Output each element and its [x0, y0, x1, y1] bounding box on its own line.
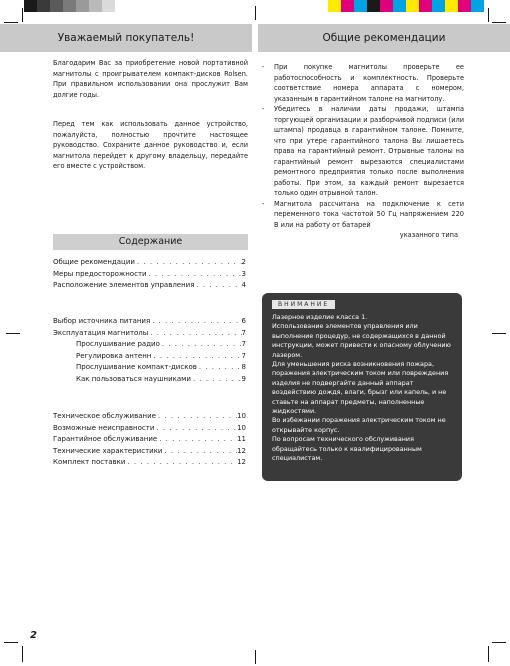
toc-title: Содержание — [53, 234, 248, 250]
toc-leader-dots — [148, 328, 241, 338]
toc-entry — [53, 269, 246, 279]
toc-entry — [76, 374, 246, 384]
toc-entry-page: 12 — [237, 458, 246, 466]
toc-leader-dots — [157, 434, 237, 444]
toc-entry-label: Регулировка антенн — [76, 351, 152, 360]
color-swatch — [432, 0, 445, 12]
crop-mark-top-right-h — [492, 22, 506, 23]
color-swatch — [328, 0, 341, 12]
crop-mark-top-center — [255, 6, 256, 20]
toc-entry-page: 11 — [237, 435, 246, 443]
toc-entry — [53, 423, 246, 433]
crop-mark-top-left — [22, 8, 23, 22]
toc-entry-label: Как пользоваться наушниками — [76, 374, 191, 383]
toc-entry-page: 10 — [237, 423, 246, 432]
bullet-text: Убедитесь в наличии даты продажи, штампа торгующей организации и разборчивой подписи (или штампа) продавца в гарантийном талоне. Помните, что при утере гарантийного талона Вы лишаетесь права на гарантийный ремонт. Отрывные талоны на гарантийный ремонт вырезаются специалистами ремонтного предприятия только после выполнения работы. При этом, за каждый ремонт вырезается только один отрывной талон. — [274, 105, 464, 197]
toc-entry-page: 12 — [237, 446, 246, 455]
crop-mark-bottom-left — [22, 646, 23, 662]
warning-line: Для уменьшения риска возникновения пожара, поражения электрическим током или повреждения изделия не подвергайте данный аппарат воздействию дождя, влаги, брызг или капель, и не ставьте на аппарат предметы, наполненные жидкостями. — [272, 360, 449, 416]
left-header: Уважаемый покупатель! — [0, 24, 252, 52]
color-swatch — [50, 0, 63, 12]
color-swatch — [76, 0, 89, 12]
toc-leader-dots — [194, 280, 241, 290]
toc-entry-page: 6 — [241, 317, 246, 325]
toc-entry-page: 3 — [241, 269, 246, 278]
crop-mark-bottom-center — [255, 650, 256, 664]
toc-leader-dots — [154, 423, 237, 433]
toc-entry-label: Общие рекомендации — [53, 258, 135, 266]
toc-entry — [53, 328, 246, 338]
crop-mark-bottom-right — [488, 646, 489, 662]
color-swatch — [471, 0, 484, 12]
toc-leader-dots — [162, 446, 237, 456]
color-swatch — [419, 0, 432, 12]
warning-line: По вопросам технического обслуживания обращайтесь только к квалифицированным специалистам. — [272, 435, 422, 463]
toc-entry — [53, 316, 246, 326]
toc-entry-label: Комплект поставки — [53, 458, 126, 466]
toc-entry — [53, 457, 246, 467]
crop-mark-top-left-h — [4, 22, 18, 23]
toc-entry — [76, 351, 246, 361]
bullet-mark: - — [262, 199, 265, 208]
crop-mark-mid-right — [492, 333, 506, 334]
toc-leader-dots — [160, 339, 242, 349]
color-swatch — [102, 0, 115, 12]
toc-entry — [53, 411, 246, 421]
toc-entry-label: Расположение элементов управления — [53, 281, 195, 289]
toc-leader-dots — [156, 411, 237, 421]
toc-entry-label: Возможные неисправности — [53, 423, 155, 432]
toc-leader-dots — [125, 457, 237, 467]
color-swatch — [380, 0, 393, 12]
toc-entry-label: Меры предосторожности — [53, 269, 147, 278]
color-swatch — [406, 0, 419, 12]
color-swatch — [63, 0, 76, 12]
toc-entry-page: 4 — [241, 281, 246, 289]
toc-entry-page: 9 — [241, 374, 246, 383]
warning-box — [262, 293, 462, 481]
bullet-mark: - — [262, 105, 265, 113]
list-item — [262, 62, 464, 104]
toc-entry-label: Техническое обслуживание — [53, 412, 156, 420]
intro-paragraph-2: Перед тем как использовать данное устройство, пожалуйста, полностью прочтите настоящее руководство. Сохраните данное руководство и, если магнитола перейдет к другому владельцу, передайте его вместе с устройством. — [53, 120, 248, 171]
toc-leader-dots — [151, 351, 241, 361]
color-swatch — [445, 0, 458, 12]
warning-line: Лазерное изделие класса 1. — [272, 313, 368, 321]
list-item — [262, 199, 464, 231]
toc-entry — [76, 362, 246, 372]
toc-entry — [53, 434, 246, 444]
list-item — [262, 104, 464, 199]
toc-entry-label: Прослушивание радио — [76, 340, 160, 348]
color-swatch — [89, 0, 102, 12]
toc-leader-dots — [135, 257, 242, 267]
crop-mark-mid-left — [6, 333, 20, 334]
toc-leader-dots — [197, 362, 242, 372]
warning-label: ВНИМАНИЕ — [272, 300, 335, 309]
toc-entry — [53, 257, 246, 267]
toc-entry-page: 7 — [241, 351, 246, 360]
intro-paragraph-1: Благодарим Вас за приобретение новой портативной магнитолы с проигрывателем компакт-дисков Rolsen. При правильном использовании она прослужит Вам долгие годы. — [53, 59, 248, 99]
crop-mark-top-right — [488, 8, 489, 22]
toc-leader-dots — [150, 316, 241, 326]
toc-entry-page: 2 — [241, 258, 246, 266]
toc-entry-page: 8 — [241, 363, 246, 371]
toc-leader-dots — [191, 374, 242, 384]
toc-entry-label: Прослушивание компакт-дисков — [76, 363, 197, 371]
toc-entry-label: Гарантийное обслуживание — [53, 435, 158, 443]
toc-leader-dots — [147, 269, 242, 279]
bullet-tail: указанного типа — [399, 231, 458, 239]
toc-entry — [53, 446, 246, 456]
crop-mark-bottom-right-h — [492, 642, 506, 643]
bullet-text: При покупке магнитолы проверьте ее работоспособность и комплектность. Проверьте соответствие номера аппарата с номером, указанным в гарантийном талоне на магнитолу. — [274, 63, 464, 103]
color-swatch — [341, 0, 354, 12]
toc-entry — [53, 280, 246, 290]
warning-line: Во избежании поражения электрическим током не открывайте корпус. — [272, 416, 446, 434]
toc-entry-label: Эксплуатация магнитолы — [53, 328, 149, 337]
toc-entry-page: 7 — [241, 340, 246, 348]
toc-entry-label: Выбор источника питания — [53, 317, 151, 325]
page-number: 2 — [30, 630, 37, 641]
toc-entry-page: 10 — [237, 412, 246, 420]
toc-entry-label: Технические характеристики — [53, 446, 163, 455]
bullet-mark: - — [262, 63, 265, 71]
color-swatch — [24, 0, 37, 12]
bullet-text: Магнитола рассчитана на подключение к сети переменного тока частотой 50 Гц напряжением 220 В или на работу от батарей — [274, 199, 464, 229]
toc-entry-page: 7 — [241, 328, 246, 337]
color-swatch — [367, 0, 380, 12]
color-swatch — [354, 0, 367, 12]
crop-mark-bottom-left-h — [4, 642, 18, 643]
color-swatch — [458, 0, 471, 12]
recommendation-list — [262, 62, 464, 241]
color-swatch — [393, 0, 406, 12]
warning-line: Использование элементов управления или выполнение процедур, не содержащихся в данной инструкции, может привести к опасному облучению лазером. — [272, 322, 451, 359]
color-swatch — [37, 0, 50, 12]
right-header: Общие рекомендации — [258, 24, 510, 52]
warning-text — [272, 313, 456, 464]
toc-entry — [76, 339, 246, 349]
